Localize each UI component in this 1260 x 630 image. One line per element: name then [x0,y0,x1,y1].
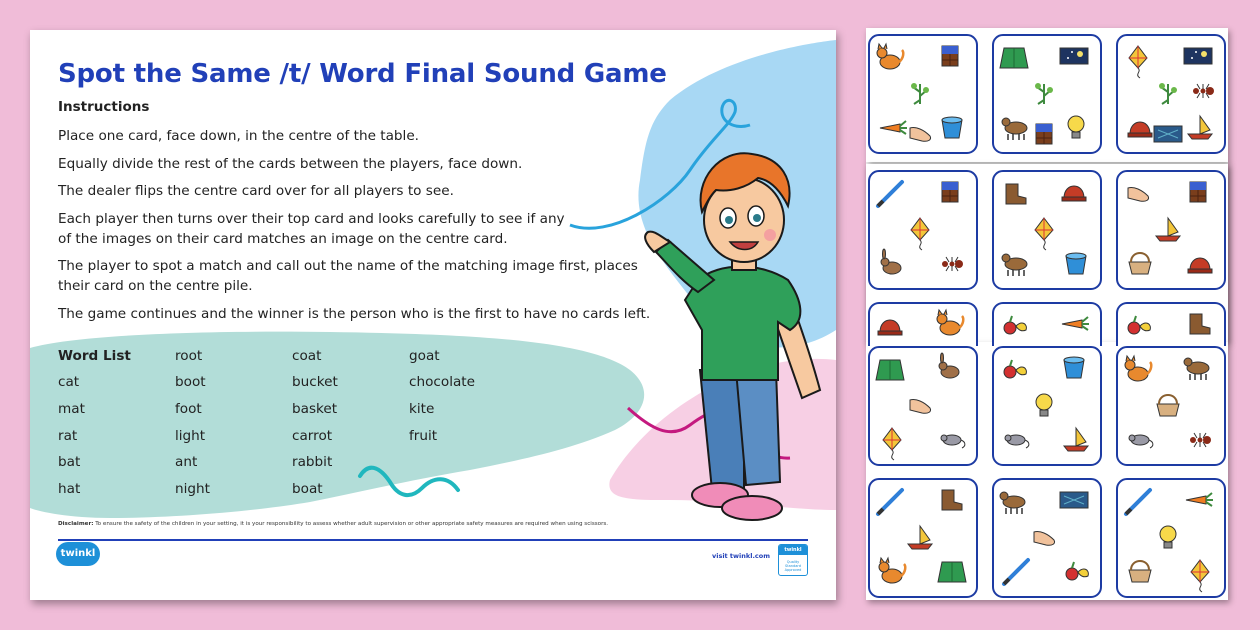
bucket-icon [942,117,962,138]
basket-icon [1157,395,1179,416]
ant-icon [1190,433,1211,447]
word-item: kite [409,401,435,417]
boat-icon [1064,428,1088,451]
chocolate-icon [1036,124,1052,144]
fruit-icon [1066,562,1088,580]
bucket-icon [1066,253,1086,274]
mat-icon [1154,126,1182,142]
carrot-icon [1186,493,1213,506]
word-item: foot [175,401,202,417]
picture-card [868,346,978,466]
instruction-step: Place one card, face down, in the centre of the table. [58,128,420,144]
instruction-step: Each player then turns over their top card and looks carefully to see if any of the images on their card matches an image on the centre card. [58,210,565,247]
mat-icon [1060,492,1088,508]
picture-card [992,302,1102,346]
word-item: basket [292,401,338,417]
word-item: cat [58,374,80,390]
word-item: night [175,481,210,497]
chocolate-icon [1190,182,1206,202]
cat-icon [877,44,903,69]
goat-icon [1000,492,1025,514]
word-item: rat [58,428,78,444]
kite-icon [883,428,901,460]
goat-icon [1002,118,1027,140]
picture-card [992,478,1102,598]
word-item: rabbit [292,454,333,470]
quality-badge-icon [778,544,808,576]
word-item: coat [292,348,322,364]
card-images [1118,36,1223,151]
boat-icon [1156,218,1180,241]
ant-icon [942,257,963,271]
root-icon [1035,83,1053,104]
kite-icon [911,218,929,250]
fruit-icon [1128,316,1150,334]
word-list-heading: Word List [58,348,131,364]
kite-icon [1035,218,1053,250]
bat-icon [878,182,902,206]
visit-link[interactable]: visit twinkl.com [712,552,771,560]
worksheet [30,30,836,600]
foot-icon [1128,187,1149,201]
chocolate-icon [942,182,958,202]
picture-card [992,346,1102,466]
badge-text: Quality Standard Approved [784,560,802,572]
bucket-icon [1064,357,1084,378]
hat-icon [1128,122,1152,137]
instruction-step: Equally divide the rest of the cards between the players, face down. [58,155,523,172]
footer-divider [58,539,808,541]
card-images [994,480,1099,595]
card-images [870,304,975,346]
root-icon [1159,83,1177,104]
hat-icon [1188,258,1212,273]
night-icon [1060,48,1088,64]
instructions-list [58,126,668,331]
hat-icon [878,320,902,335]
carrot-icon [1062,317,1089,330]
boat-icon [908,526,932,549]
card-images [994,36,1099,151]
bat-icon [1004,560,1028,584]
picture-card [1116,34,1226,154]
card-images [870,172,975,287]
night-icon [1184,48,1212,64]
root-icon [911,83,929,104]
boot-icon [1190,314,1210,334]
instruction-step: The dealer flips the centre card over for all players to see. [58,183,454,199]
kite-icon [1129,46,1147,78]
badge-title: twinkl [779,545,807,555]
picture-card [868,34,978,154]
word-item: boat [292,481,323,497]
twinkl-logo: twinkl [56,542,100,566]
word-item: light [175,428,206,444]
bat-icon [1126,490,1150,514]
fruit-icon [1004,316,1026,334]
disclaimer [58,521,818,527]
card-images [994,304,1099,346]
picture-card [1116,478,1226,598]
card-images [1118,348,1223,463]
rat-icon [941,435,965,448]
hat-icon [1062,186,1086,201]
word-item: mat [58,401,85,417]
boot-icon [1006,184,1026,204]
kite-icon [1191,560,1209,592]
rabbit-icon [881,249,901,274]
card-images [1118,304,1223,346]
goat-icon [1002,254,1027,276]
word-item: carrot [292,428,333,444]
card-images [1118,172,1223,287]
goat-icon [1184,358,1209,380]
picture-card [1116,170,1226,290]
picture-card [992,170,1102,290]
word-item: root [175,348,203,364]
ant-icon [1193,84,1214,98]
basket-icon [1129,253,1151,274]
disclaimer-label: Disclaimer: [58,521,94,527]
card-images [870,480,975,595]
card-images [1118,480,1223,595]
light-icon [1068,116,1084,138]
picture-card [992,34,1102,154]
coat-icon [876,360,904,380]
bat-icon [878,490,902,514]
cat-icon [879,558,905,583]
cat-icon [1125,356,1151,381]
word-item: bucket [292,374,338,390]
coat-icon [938,562,966,582]
picture-card [1116,302,1226,346]
rat-icon [1005,435,1029,448]
foot-icon [910,127,931,141]
word-item: boot [175,374,206,390]
boot-icon [942,490,962,510]
picture-card [868,478,978,598]
light-icon [1160,526,1176,548]
rat-icon [1129,435,1153,448]
cat-icon [937,310,963,335]
instruction-step: The player to spot a match and call out the name of the matching image first, places their card on the centre pile. [58,258,638,294]
fruit-icon [1004,360,1026,378]
basket-icon [1129,561,1151,582]
word-item: chocolate [409,374,475,390]
picture-card [868,302,978,346]
carrot-icon [880,121,907,134]
coat-icon [1000,48,1028,68]
card-images [994,172,1099,287]
word-item: fruit [409,428,438,444]
instructions-heading: Instructions [58,99,150,115]
rabbit-icon [939,353,959,378]
light-icon [1036,394,1052,416]
card-images [994,348,1099,463]
disclaimer-text: To ensure the safety of the children in your setting, it is your responsibility to assess whether adult supervision or other appropriate safety measures are required when using scissors. [95,521,609,527]
boat-icon [1188,116,1212,139]
picture-card [868,170,978,290]
word-item: goat [409,348,440,364]
word-item: hat [58,481,81,497]
word-item: bat [58,454,81,470]
card-images [870,348,975,463]
word-item: ant [175,454,198,470]
page-title: Spot the Same /t/ Word Final Sound Game [58,59,667,89]
card-images [870,36,975,151]
foot-icon [1034,531,1055,545]
instruction-step: The game continues and the winner is the person who is the first to have no cards left. [58,305,651,322]
foot-icon [910,399,931,413]
picture-card [1116,346,1226,466]
chocolate-icon [942,46,958,66]
